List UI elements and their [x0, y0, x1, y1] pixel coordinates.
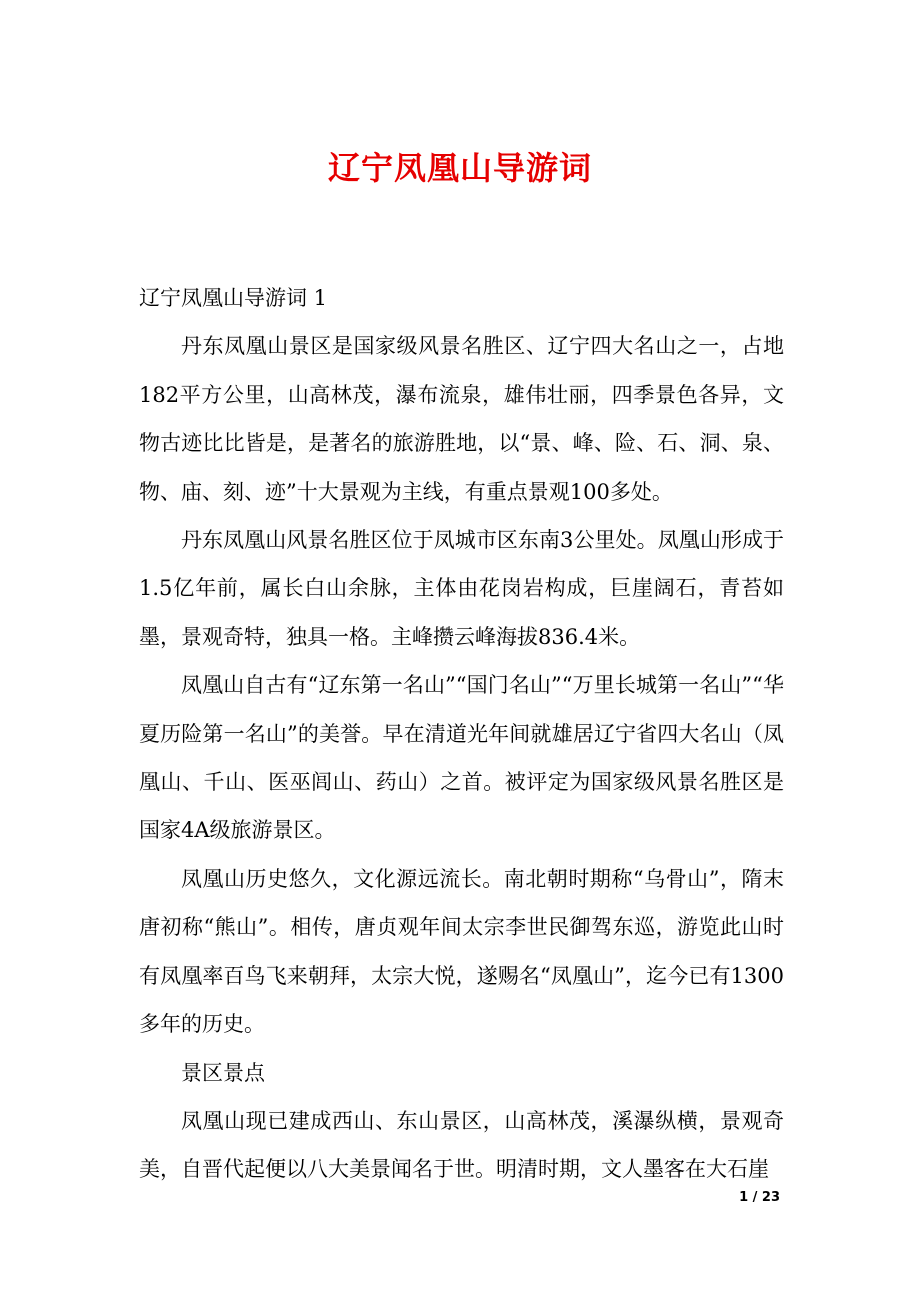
document-title: 辽宁凤凰山导游词 [327, 149, 592, 187]
document-body [139, 274, 784, 1194]
page-number: 1 / 23 [739, 1190, 780, 1205]
paragraph: 丹东凤凰山景区是国家级风景名胜区、辽宁四大名山之一，占地182平方公里，山高林茂，瀑布流泉，雄伟壮丽，四季景色各异，文物古迹比比皆是，是著名的旅游胜地，以“景、峰、险、石、洞、泉、物、庙、刻、迹”十大景观为主线，有重点景观100多处。 [139, 334, 784, 504]
paragraph: 凤凰山现已建成西山、东山景区，山高林茂，溪瀑纵横，景观奇美，自晋代起便以八大美景闻名于世。明清时期，文人墨客在大石崖 [139, 1108, 784, 1182]
paragraph: 凤凰山历史悠久，文化源远流长。南北朝时期称“乌骨山”，隋末唐初称“熊山”。相传，唐贞观年间太宗李世民御驾东巡，游览此山时有凤凰率百鸟飞来朝拜，太宗大悦，遂赐名“凤凰山”，迄今已有1300多年的历史。 [139, 866, 784, 1037]
paragraph: 凤凰山自古有“辽东第一名山”“国门名山”“万里长城第一名山”“华夏历险第一名山”的美誉。早在清道光年间就雄居辽宁省四大名山（凤凰山、千山、医巫闾山、药山）之首。被评定为国家级风景名胜区是国家4A级旅游景区。 [139, 673, 784, 843]
subsection-heading: 景区景点 [181, 1060, 265, 1085]
paragraph: 丹东凤凰山风景名胜区位于凤城市区东南3公里处。凤凰山形成于1.5亿年前，属长白山余脉，主体由花岗岩构成，巨崖阔石，青苔如墨，景观奇特，独具一格。主峰攒云峰海拔836.4米。 [139, 528, 784, 649]
section-heading: 辽宁凤凰山导游词 1 [139, 286, 328, 310]
